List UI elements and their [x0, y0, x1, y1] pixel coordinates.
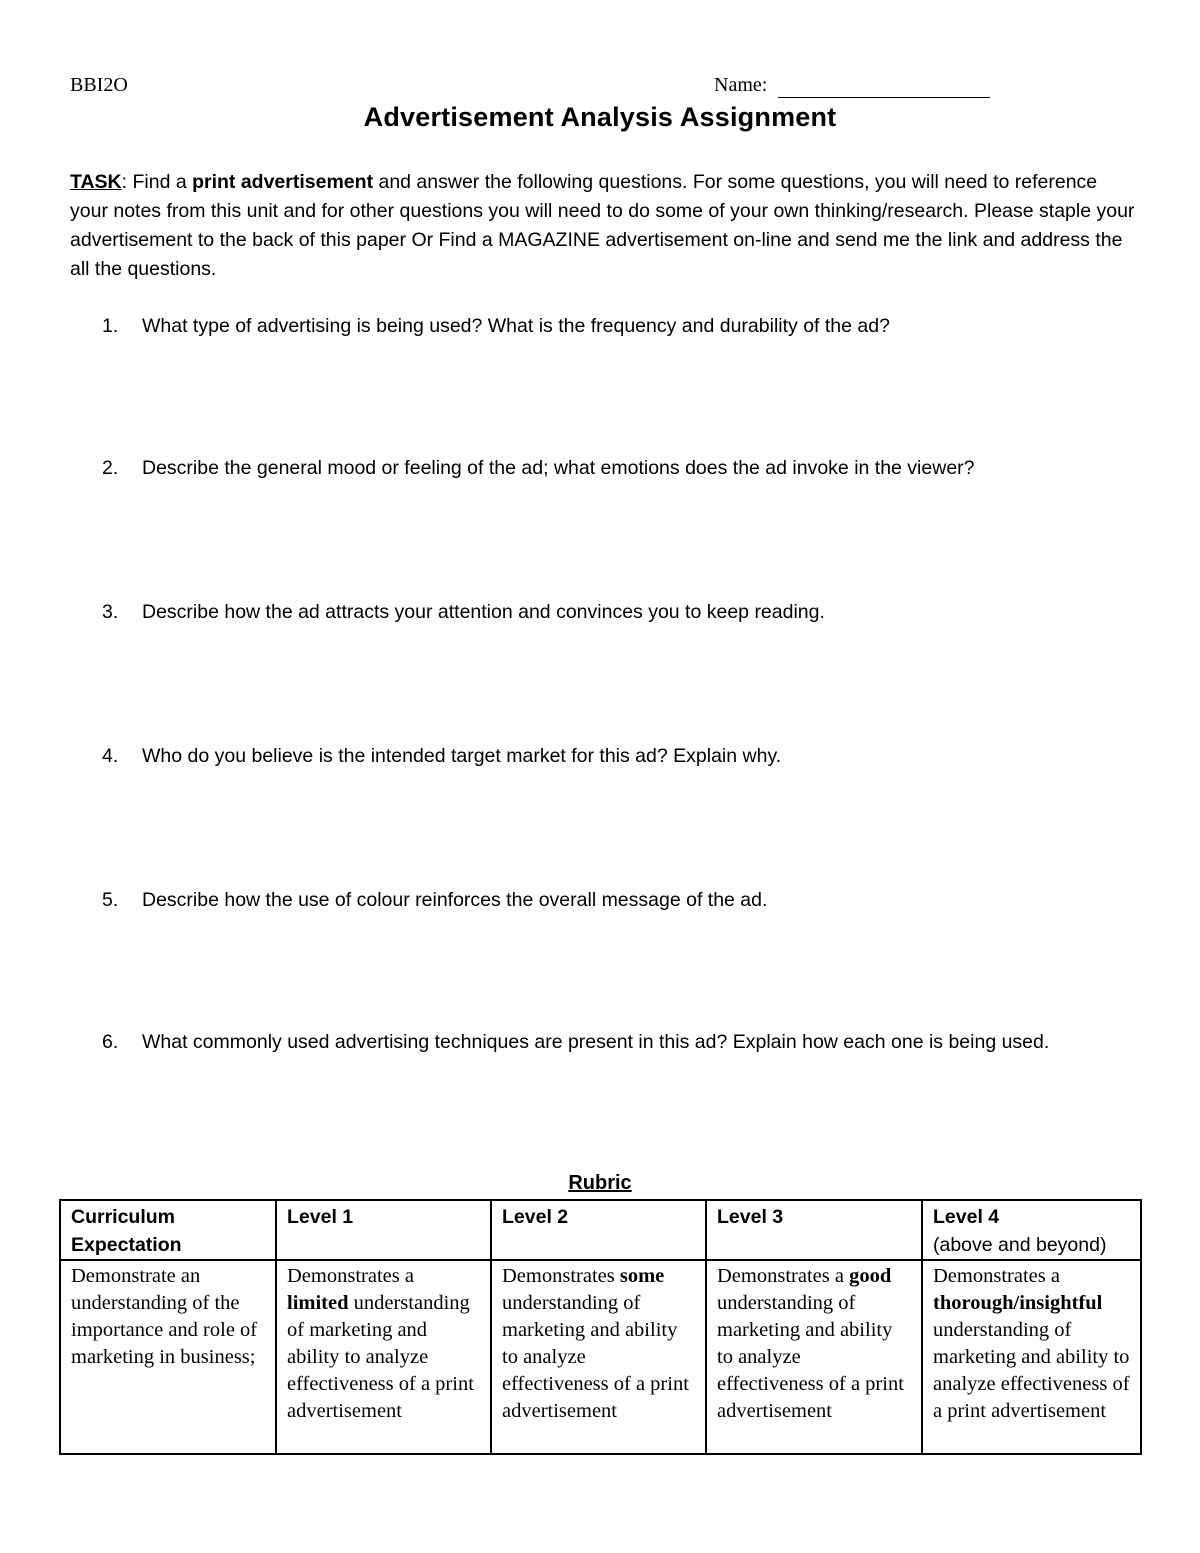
question-number: 2.	[102, 457, 119, 479]
task-instructions	[70, 168, 1140, 284]
level-2-text-post: understanding of marketing and ability to analyze effectiveness of a print advertisement	[502, 1292, 689, 1422]
question-3	[102, 597, 1102, 627]
rubric-cell-level-4	[922, 1260, 1141, 1454]
question-number: 6.	[102, 1031, 119, 1053]
level-3-text-pre: Demonstrates a	[717, 1265, 850, 1287]
question-number: 3.	[102, 601, 119, 623]
level-3-text-post: understanding of marketing and ability to analyze effectiveness of a print advertisement	[717, 1292, 904, 1422]
rubric-header-level-3: Level 3	[706, 1200, 922, 1260]
level-4-label: Level 4	[933, 1206, 1000, 1228]
rubric-cell-level-1	[276, 1260, 491, 1454]
question-1	[102, 311, 1102, 341]
task-text-part1: : Find a	[121, 171, 193, 193]
level-4-text-bold: thorough/insightful	[933, 1292, 1103, 1314]
level-4-text-pre: Demonstrates a	[933, 1265, 1060, 1287]
question-2	[102, 453, 1102, 483]
level-1-text-post: understanding of marketing and ability to analyze effectiveness of a print advertisement	[287, 1292, 474, 1422]
level-3-text-bold: good	[849, 1265, 892, 1287]
rubric-table	[59, 1199, 1142, 1455]
question-text: Describe how the use of colour reinforces the overall message of the ad.	[142, 889, 768, 911]
rubric-title: Rubric	[568, 1172, 632, 1194]
question-number: 1.	[102, 315, 119, 337]
question-6	[102, 1027, 1102, 1057]
rubric-header-row	[60, 1200, 1141, 1260]
page-title: Advertisement Analysis Assignment	[363, 102, 837, 132]
level-1-text-bold: limited	[287, 1292, 349, 1314]
task-label: TASK	[70, 171, 122, 193]
level-1-text-pre: Demonstrates a	[287, 1265, 414, 1287]
level-2-text-pre: Demonstrates	[502, 1265, 620, 1287]
rubric-header-level-2: Level 2	[491, 1200, 706, 1260]
rubric-cell-expectation: Demonstrate an understanding of the importance and role of marketing in business;	[60, 1260, 276, 1454]
name-blank-line[interactable]	[778, 97, 990, 98]
question-text: What type of advertising is being used? What is the frequency and durability of the ad?	[142, 315, 890, 337]
rubric-header-level-1: Level 1	[276, 1200, 491, 1260]
rubric-header-expectation: Curriculum Expectation	[60, 1200, 276, 1260]
question-number: 5.	[102, 889, 119, 911]
name-label: Name:	[714, 74, 768, 96]
course-code: BBI2O	[70, 74, 128, 96]
level-4-subtitle: (above and beyond)	[933, 1234, 1107, 1256]
level-2-text-bold: some	[619, 1265, 665, 1287]
question-5	[102, 885, 1102, 915]
rubric-row	[60, 1260, 1141, 1454]
question-text: Describe the general mood or feeling of the ad; what emotions does the ad invoke in the viewer?	[142, 457, 975, 479]
task-text-bold: print advertisement	[192, 171, 374, 193]
question-text: Describe how the ad attracts your attention and convinces you to keep reading.	[142, 601, 825, 623]
rubric-header-level-4	[922, 1200, 1141, 1260]
question-number: 4.	[102, 745, 119, 767]
rubric-cell-level-2	[491, 1260, 706, 1454]
task-text-part2: and answer the following questions. For some questions, you will need to reference your notes from this unit and for other questions you will need to do some of your own thinking/research. Please staple your advertisement to the back of this paper Or Find a MAGAZINE advertisement on-line and send me the link and address the all the questions.	[70, 171, 1135, 280]
question-4	[102, 741, 1102, 771]
question-text: Who do you believe is the intended target market for this ad? Explain why.	[142, 745, 782, 767]
rubric-cell-level-3	[706, 1260, 922, 1454]
level-4-text-post: understanding of marketing and ability to analyze effectiveness of a print advertisement	[933, 1319, 1130, 1422]
question-text: What commonly used advertising techniques are present in this ad? Explain how each one is being used.	[142, 1031, 1050, 1053]
